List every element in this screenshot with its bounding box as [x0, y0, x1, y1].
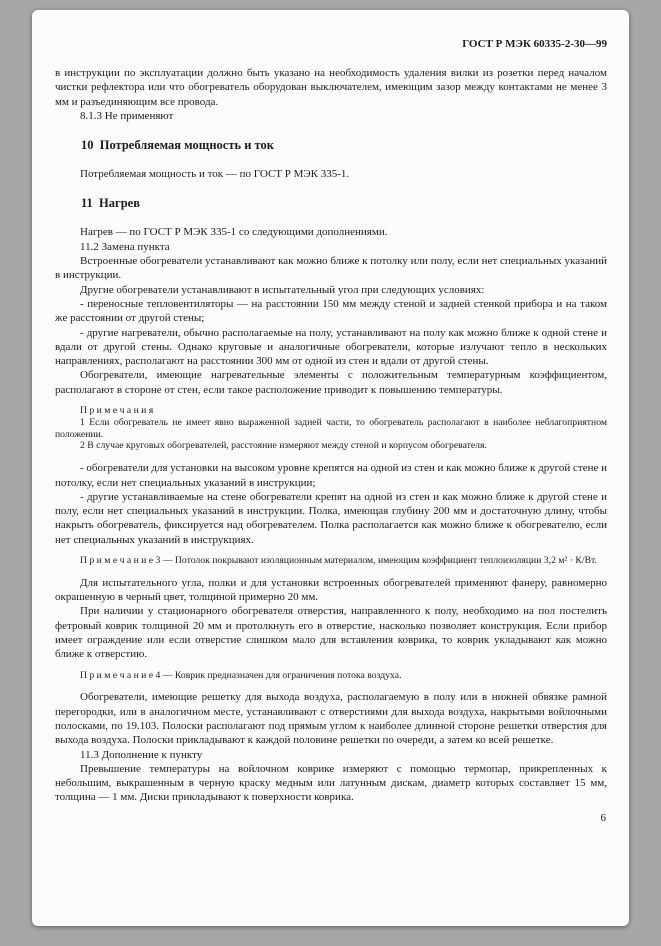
paragraph: - обогреватели для установки на высоком уровне крепятся на одной из стен и как можно ближе к другой стене и потолку, если нет специальных указаний в инструкции;: [55, 462, 607, 489]
paragraph: - другие нагреватели, обычно располагаемые на полу, устанавливают на полу как можно ближе к одной стене и вдали от другой стены. Однако круговые и аналогичные обогреватели, которые излучают тепло в нескольких направлениях, располагают на расстоянии 300 мм от одной из стен и вдали от другой стены.: [55, 326, 607, 368]
page-number: 6: [600, 811, 606, 824]
note-paragraph: 2 В случае круговых обогревателей, расстояние измеряют между стеной и корпусом обогревателя.: [80, 440, 487, 452]
paragraph: в инструкции по эксплуатации должно быть указано на необходимость удаления вилки из розетки перед началом чистки рефлектора или что обогреватель оборудован выключателем, имеющим зазор между контактами не менее 3 мм и разъединяющим все провода.: [55, 67, 607, 108]
paragraph: 11.2 Замена пункта: [80, 240, 170, 253]
document-body: [55, 66, 607, 805]
note-paragraph: П р и м е ч а н и е 3 — Потолок покрывают изоляционным материалом, имеющим коэффициент теплоизоляции 3,2 м² · К/Вт.: [80, 555, 597, 567]
page-background: [0, 10, 661, 926]
document-header: ГОСТ Р МЭК 60335-2-30—99: [462, 38, 607, 50]
paragraph: Нагрев — по ГОСТ Р МЭК 335-1 со следующими дополнениями.: [80, 226, 388, 239]
paragraph: - другие устанавливаемые на стене обогреватели крепят на одной из стен и как можно ближе к другой стене и полу, если нет специальных указаний в инструкции. Полка, имеющая глубину 200 мм и достаточную длину, чтобы накрыть обогреватель, фиксируется над обогревателем. Полка располагается как можно ближе к обогревателю, если нет специальных указаний в инструкциях.: [55, 490, 607, 546]
note-paragraph: П р и м е ч а н и я: [80, 405, 154, 417]
paragraph: Обогреватели, имеющие решетку для выхода воздуха, располагаемую в полу или в нижней обвязке рамной перегородки, или в аналогичном месте, устанавливают с отверстиями для выхода воздуха, накрытыми войлочными полосками, по 19.103. Полоски располагают под прямым углом к наиболее длинной стороне решетки отверстия для выхода воздуха. Полоски прикладывают к каждой половине решетки по очереди, а затем ко всей решетке.: [55, 691, 607, 747]
paragraph: 11.3 Дополнение к пункту: [80, 748, 203, 761]
paragraph: При наличии у стационарного обогревателя отверстия, направленного к полу, необходимо на пол постелить фетровый коврик толщиной 20 мм и протолкнуть его в отверстие, насколько позволяет конструкция. Если прибор имеет ограждение или если отверстие слишком мало для вставления коврика, то коврик укладывают как можно ближе к отверстию.: [55, 605, 607, 661]
paragraph: Обогреватели, имеющие нагревательные элементы с положительным температурным коэффициентом, располагают в стороне от стен, если такое расположение приводит к повышению температуры.: [55, 369, 607, 396]
note-paragraph: П р и м е ч а н и е 4 — Коврик предназначен для ограничения потока воздуха.: [80, 669, 402, 681]
section-heading: 10 Потребляемая мощность и ток: [81, 138, 274, 153]
paragraph: Другие обогреватели устанавливают в испытательный угол при следующих условиях:: [80, 283, 485, 296]
paragraph: - переносные тепловентиляторы — на расстоянии 150 мм между стеной и задней стенкой прибора и на таком же расстоянии от другой стены;: [55, 297, 607, 325]
section-heading: 11 Нагрев: [81, 196, 140, 211]
paragraph: Встроенные обогреватели устанавливают как можно ближе к потолку или полу, если нет специальных указаний в инструкции.: [55, 255, 607, 282]
note-paragraph: 1 Если обогреватель не имеет явно выраженной задней части, то обогреватель располагают в наиболее неблагоприятном положении.: [55, 416, 607, 440]
paragraph: Превышение температуры на войлочном коврике измеряют с помощью термопар, прикрепленных к небольшим, выкрашенным в черную краску медным или латунным дискам, диаметр которых составляет 15 мм, толщина — 1 мм. Диски прикладывают к поверхности коврика.: [55, 762, 607, 804]
paragraph: 8.1.3 Не применяют: [80, 109, 174, 122]
document-page: [32, 10, 629, 926]
paragraph: Для испытательного угла, полки и для установки встроенных обогревателей применяют фанеру, равномерно окрашенную в черный цвет, толщиной примерно 20 мм.: [55, 576, 607, 604]
paragraph: Потребляемая мощность и ток — по ГОСТ Р МЭК 335-1.: [80, 168, 350, 181]
